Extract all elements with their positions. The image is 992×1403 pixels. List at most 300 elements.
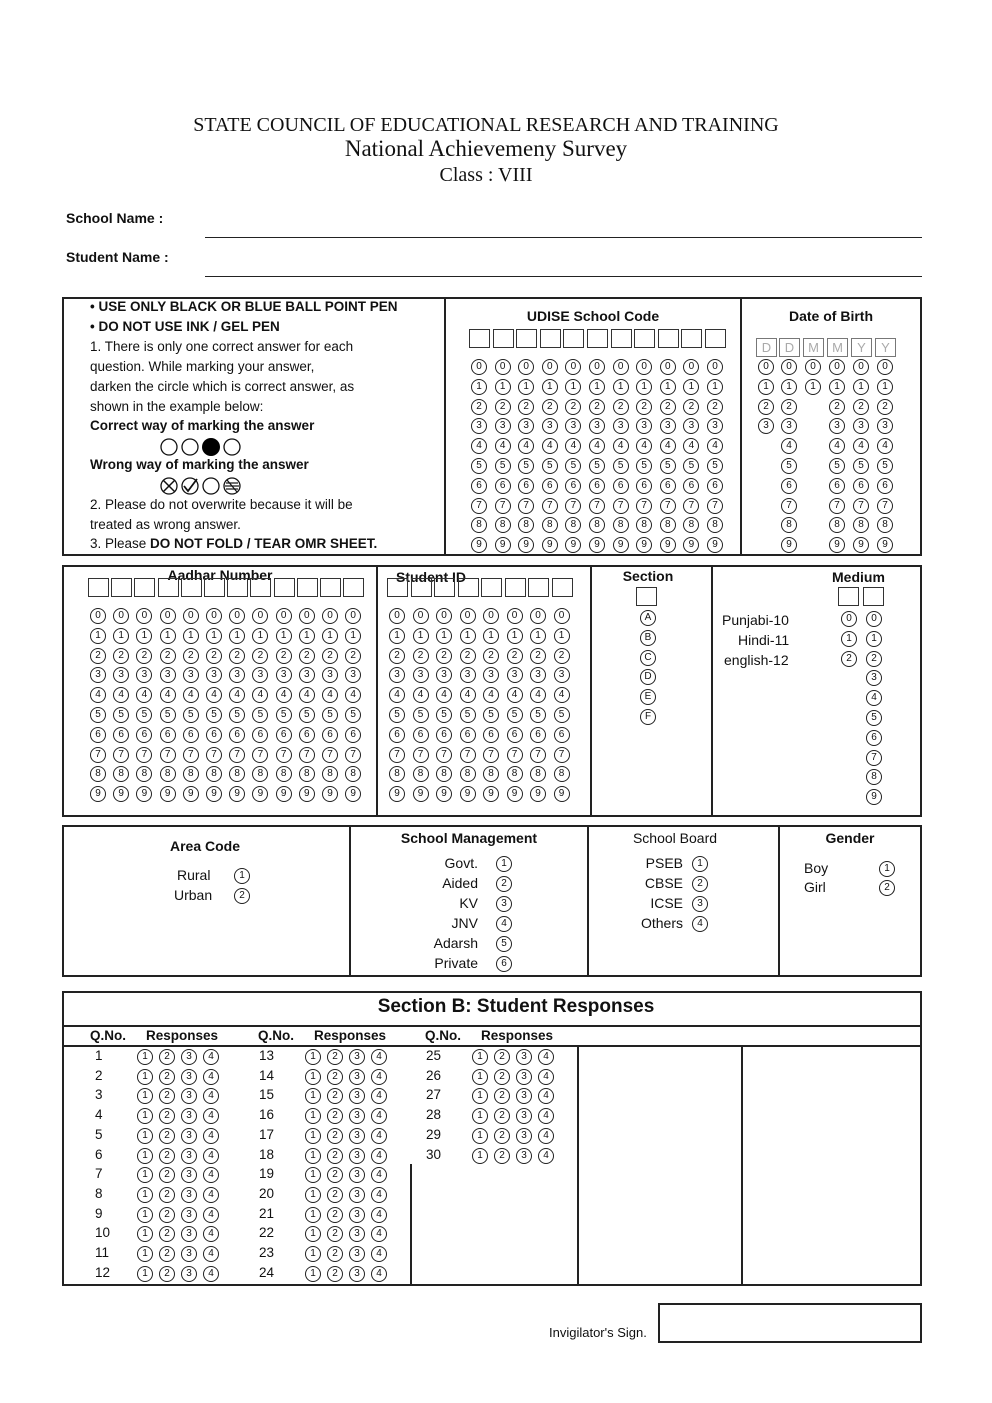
udise-bubble[interactable]: 2 — [495, 399, 511, 415]
dob-bubble[interactable]: 2 — [829, 399, 845, 415]
aadhar-bubble[interactable]: 3 — [160, 667, 176, 683]
dob-bubble[interactable]: 8 — [781, 517, 797, 533]
udise-bubble[interactable]: 4 — [660, 438, 676, 454]
response-bubble-q27[interactable]: 2 — [494, 1088, 510, 1104]
aadhar-entry-box[interactable] — [204, 578, 225, 597]
aadhar-bubble[interactable]: 8 — [206, 766, 222, 782]
student-id-bubble[interactable]: 8 — [389, 766, 405, 782]
response-bubble-q18[interactable]: 4 — [371, 1148, 387, 1164]
student-id-bubble[interactable]: 7 — [413, 747, 429, 763]
response-bubble-q12[interactable]: 1 — [137, 1266, 153, 1282]
student-id-bubble[interactable]: 6 — [436, 727, 452, 743]
invigilator-sign-field[interactable] — [658, 1303, 922, 1343]
response-bubble-q4[interactable]: 2 — [159, 1108, 175, 1124]
aadhar-bubble[interactable]: 0 — [322, 608, 338, 624]
aadhar-bubble[interactable]: 3 — [183, 667, 199, 683]
udise-bubble[interactable]: 7 — [565, 498, 581, 514]
aadhar-entry-box[interactable] — [158, 578, 179, 597]
student-id-entry-box[interactable] — [411, 578, 432, 597]
aadhar-bubble[interactable]: 8 — [345, 766, 361, 782]
dob-bubble[interactable]: 7 — [829, 498, 845, 514]
aadhar-bubble[interactable]: 8 — [113, 766, 129, 782]
udise-bubble[interactable]: 2 — [636, 399, 652, 415]
response-bubble-q21[interactable]: 1 — [305, 1207, 321, 1223]
student-id-bubble[interactable]: 7 — [389, 747, 405, 763]
udise-bubble[interactable]: 2 — [471, 399, 487, 415]
udise-bubble[interactable]: 7 — [683, 498, 699, 514]
udise-bubble[interactable]: 0 — [471, 359, 487, 375]
dob-entry-box[interactable]: M — [803, 338, 824, 357]
aadhar-bubble[interactable]: 2 — [345, 648, 361, 664]
response-bubble-q12[interactable]: 2 — [159, 1266, 175, 1282]
student-id-bubble[interactable]: 7 — [460, 747, 476, 763]
student-id-bubble[interactable]: 6 — [554, 727, 570, 743]
student-id-bubble[interactable]: 5 — [436, 707, 452, 723]
bubble-management-govt[interactable]: 1 — [496, 856, 512, 872]
udise-entry-box[interactable] — [634, 329, 655, 348]
response-bubble-q20[interactable]: 1 — [305, 1187, 321, 1203]
student-id-bubble[interactable]: 0 — [413, 608, 429, 624]
student-id-bubble[interactable]: 7 — [507, 747, 523, 763]
aadhar-bubble[interactable]: 5 — [252, 707, 268, 723]
section-bubble-A[interactable]: A — [640, 610, 656, 626]
response-bubble-q25[interactable]: 1 — [472, 1049, 488, 1065]
response-bubble-q13[interactable]: 2 — [327, 1049, 343, 1065]
aadhar-bubble[interactable]: 4 — [252, 687, 268, 703]
udise-entry-box[interactable] — [540, 329, 561, 348]
dob-bubble[interactable]: 1 — [805, 379, 821, 395]
dob-bubble[interactable]: 1 — [829, 379, 845, 395]
udise-entry-box[interactable] — [705, 329, 726, 348]
response-bubble-q30[interactable]: 2 — [494, 1148, 510, 1164]
dob-entry-box[interactable]: D — [756, 338, 777, 357]
udise-bubble[interactable]: 9 — [613, 537, 629, 553]
udise-bubble[interactable]: 8 — [542, 517, 558, 533]
response-bubble-q1[interactable]: 4 — [203, 1049, 219, 1065]
aadhar-bubble[interactable]: 6 — [276, 727, 292, 743]
aadhar-bubble[interactable]: 2 — [206, 648, 222, 664]
medium-entry-box[interactable] — [863, 587, 884, 606]
bubble-gender-girl[interactable]: 2 — [879, 880, 895, 896]
aadhar-bubble[interactable]: 6 — [113, 727, 129, 743]
response-bubble-q10[interactable]: 2 — [159, 1226, 175, 1242]
medium-bubble[interactable]: 3 — [866, 670, 882, 686]
udise-bubble[interactable]: 7 — [707, 498, 723, 514]
student-id-bubble[interactable]: 4 — [483, 687, 499, 703]
udise-bubble[interactable]: 0 — [660, 359, 676, 375]
bubble-board-icse[interactable]: 3 — [692, 896, 708, 912]
aadhar-bubble[interactable]: 0 — [299, 608, 315, 624]
aadhar-bubble[interactable]: 8 — [183, 766, 199, 782]
response-bubble-q15[interactable]: 4 — [371, 1088, 387, 1104]
udise-bubble[interactable]: 7 — [495, 498, 511, 514]
aadhar-bubble[interactable]: 7 — [183, 747, 199, 763]
udise-bubble[interactable]: 2 — [518, 399, 534, 415]
student-id-bubble[interactable]: 9 — [507, 786, 523, 802]
bubble-management-aided[interactable]: 2 — [496, 876, 512, 892]
aadhar-bubble[interactable]: 8 — [229, 766, 245, 782]
aadhar-bubble[interactable]: 7 — [252, 747, 268, 763]
udise-bubble[interactable]: 8 — [683, 517, 699, 533]
udise-bubble[interactable]: 1 — [683, 379, 699, 395]
student-id-bubble[interactable]: 3 — [436, 667, 452, 683]
udise-bubble[interactable]: 0 — [636, 359, 652, 375]
dob-bubble[interactable]: 7 — [877, 498, 893, 514]
aadhar-bubble[interactable]: 9 — [322, 786, 338, 802]
aadhar-bubble[interactable]: 3 — [276, 667, 292, 683]
medium-entry-box[interactable] — [838, 587, 859, 606]
aadhar-bubble[interactable]: 9 — [160, 786, 176, 802]
response-bubble-q2[interactable]: 3 — [181, 1069, 197, 1085]
response-bubble-q3[interactable]: 3 — [181, 1088, 197, 1104]
student-id-bubble[interactable]: 8 — [460, 766, 476, 782]
response-bubble-q14[interactable]: 2 — [327, 1069, 343, 1085]
aadhar-bubble[interactable]: 5 — [276, 707, 292, 723]
udise-bubble[interactable]: 9 — [542, 537, 558, 553]
response-bubble-q21[interactable]: 2 — [327, 1207, 343, 1223]
dob-bubble[interactable]: 1 — [758, 379, 774, 395]
response-bubble-q25[interactable]: 2 — [494, 1049, 510, 1065]
student-id-entry-box[interactable] — [528, 578, 549, 597]
student-id-bubble[interactable]: 4 — [530, 687, 546, 703]
section-bubble-D[interactable]: D — [640, 669, 656, 685]
udise-bubble[interactable]: 7 — [589, 498, 605, 514]
dob-bubble[interactable]: 9 — [877, 537, 893, 553]
response-bubble-q10[interactable]: 3 — [181, 1226, 197, 1242]
student-id-bubble[interactable]: 0 — [530, 608, 546, 624]
response-bubble-q18[interactable]: 1 — [305, 1148, 321, 1164]
aadhar-bubble[interactable]: 0 — [183, 608, 199, 624]
response-bubble-q17[interactable]: 1 — [305, 1128, 321, 1144]
aadhar-bubble[interactable]: 4 — [136, 687, 152, 703]
udise-bubble[interactable]: 3 — [495, 418, 511, 434]
aadhar-bubble[interactable]: 1 — [345, 628, 361, 644]
dob-bubble[interactable]: 5 — [781, 458, 797, 474]
aadhar-bubble[interactable]: 9 — [276, 786, 292, 802]
udise-entry-box[interactable] — [516, 329, 537, 348]
response-bubble-q2[interactable]: 2 — [159, 1069, 175, 1085]
response-bubble-q20[interactable]: 2 — [327, 1187, 343, 1203]
response-bubble-q12[interactable]: 3 — [181, 1266, 197, 1282]
aadhar-bubble[interactable]: 8 — [322, 766, 338, 782]
udise-bubble[interactable]: 1 — [660, 379, 676, 395]
student-id-bubble[interactable]: 5 — [460, 707, 476, 723]
response-bubble-q14[interactable]: 3 — [349, 1069, 365, 1085]
aadhar-bubble[interactable]: 6 — [90, 727, 106, 743]
dob-bubble[interactable]: 9 — [829, 537, 845, 553]
aadhar-bubble[interactable]: 9 — [252, 786, 268, 802]
student-id-bubble[interactable]: 9 — [530, 786, 546, 802]
udise-bubble[interactable]: 9 — [636, 537, 652, 553]
student-name-field[interactable] — [205, 276, 922, 277]
aadhar-bubble[interactable]: 5 — [206, 707, 222, 723]
udise-bubble[interactable]: 3 — [565, 418, 581, 434]
student-id-bubble[interactable]: 0 — [389, 608, 405, 624]
udise-bubble[interactable]: 8 — [518, 517, 534, 533]
udise-bubble[interactable]: 5 — [518, 458, 534, 474]
aadhar-bubble[interactable]: 6 — [345, 727, 361, 743]
student-id-bubble[interactable]: 6 — [460, 727, 476, 743]
bubble-gender-boy[interactable]: 1 — [879, 861, 895, 877]
udise-bubble[interactable]: 7 — [636, 498, 652, 514]
medium-bubble[interactable]: 1 — [866, 631, 882, 647]
medium-bubble[interactable]: 4 — [866, 690, 882, 706]
aadhar-bubble[interactable]: 1 — [90, 628, 106, 644]
dob-bubble[interactable]: 0 — [853, 359, 869, 375]
response-bubble-q1[interactable]: 1 — [137, 1049, 153, 1065]
response-bubble-q20[interactable]: 3 — [349, 1187, 365, 1203]
response-bubble-q16[interactable]: 4 — [371, 1108, 387, 1124]
student-id-bubble[interactable]: 2 — [460, 648, 476, 664]
udise-bubble[interactable]: 0 — [495, 359, 511, 375]
aadhar-bubble[interactable]: 7 — [345, 747, 361, 763]
aadhar-entry-box[interactable] — [88, 578, 109, 597]
response-bubble-q14[interactable]: 4 — [371, 1069, 387, 1085]
udise-bubble[interactable]: 3 — [660, 418, 676, 434]
response-bubble-q27[interactable]: 4 — [538, 1088, 554, 1104]
aadhar-bubble[interactable]: 4 — [113, 687, 129, 703]
aadhar-bubble[interactable]: 7 — [160, 747, 176, 763]
response-bubble-q22[interactable]: 1 — [305, 1226, 321, 1242]
response-bubble-q30[interactable]: 1 — [472, 1148, 488, 1164]
aadhar-bubble[interactable]: 0 — [160, 608, 176, 624]
student-id-bubble[interactable]: 8 — [554, 766, 570, 782]
udise-bubble[interactable]: 5 — [565, 458, 581, 474]
response-bubble-q25[interactable]: 3 — [516, 1049, 532, 1065]
aadhar-bubble[interactable]: 2 — [252, 648, 268, 664]
udise-bubble[interactable]: 0 — [565, 359, 581, 375]
dob-bubble[interactable]: 3 — [781, 418, 797, 434]
aadhar-bubble[interactable]: 3 — [206, 667, 222, 683]
udise-entry-box[interactable] — [681, 329, 702, 348]
student-id-bubble[interactable]: 1 — [413, 628, 429, 644]
response-bubble-q6[interactable]: 1 — [137, 1148, 153, 1164]
student-id-bubble[interactable]: 2 — [530, 648, 546, 664]
aadhar-bubble[interactable]: 6 — [183, 727, 199, 743]
student-id-bubble[interactable]: 0 — [460, 608, 476, 624]
udise-bubble[interactable]: 2 — [565, 399, 581, 415]
aadhar-bubble[interactable]: 1 — [160, 628, 176, 644]
response-bubble-q15[interactable]: 3 — [349, 1088, 365, 1104]
student-id-bubble[interactable]: 2 — [389, 648, 405, 664]
udise-bubble[interactable]: 9 — [707, 537, 723, 553]
aadhar-bubble[interactable]: 2 — [229, 648, 245, 664]
aadhar-bubble[interactable]: 3 — [136, 667, 152, 683]
udise-bubble[interactable]: 3 — [542, 418, 558, 434]
dob-bubble[interactable]: 7 — [853, 498, 869, 514]
aadhar-bubble[interactable]: 6 — [252, 727, 268, 743]
response-bubble-q4[interactable]: 1 — [137, 1108, 153, 1124]
response-bubble-q23[interactable]: 2 — [327, 1246, 343, 1262]
response-bubble-q26[interactable]: 2 — [494, 1069, 510, 1085]
response-bubble-q15[interactable]: 2 — [327, 1088, 343, 1104]
udise-bubble[interactable]: 1 — [518, 379, 534, 395]
aadhar-bubble[interactable]: 2 — [322, 648, 338, 664]
dob-bubble[interactable]: 3 — [877, 418, 893, 434]
student-id-entry-box[interactable] — [434, 578, 455, 597]
response-bubble-q18[interactable]: 2 — [327, 1148, 343, 1164]
aadhar-bubble[interactable]: 9 — [345, 786, 361, 802]
student-id-entry-box[interactable] — [387, 578, 408, 597]
response-bubble-q17[interactable]: 3 — [349, 1128, 365, 1144]
aadhar-bubble[interactable]: 2 — [90, 648, 106, 664]
response-bubble-q17[interactable]: 4 — [371, 1128, 387, 1144]
student-id-bubble[interactable]: 9 — [460, 786, 476, 802]
student-id-bubble[interactable]: 9 — [554, 786, 570, 802]
student-id-bubble[interactable]: 9 — [413, 786, 429, 802]
dob-bubble[interactable]: 1 — [877, 379, 893, 395]
response-bubble-q20[interactable]: 4 — [371, 1187, 387, 1203]
response-bubble-q2[interactable]: 4 — [203, 1069, 219, 1085]
response-bubble-q13[interactable]: 1 — [305, 1049, 321, 1065]
dob-bubble[interactable]: 6 — [853, 478, 869, 494]
udise-bubble[interactable]: 2 — [589, 399, 605, 415]
response-bubble-q7[interactable]: 2 — [159, 1167, 175, 1183]
udise-bubble[interactable]: 3 — [636, 418, 652, 434]
dob-bubble[interactable]: 6 — [877, 478, 893, 494]
aadhar-bubble[interactable]: 6 — [160, 727, 176, 743]
udise-bubble[interactable]: 7 — [518, 498, 534, 514]
udise-bubble[interactable]: 1 — [636, 379, 652, 395]
udise-bubble[interactable]: 8 — [707, 517, 723, 533]
response-bubble-q24[interactable]: 1 — [305, 1266, 321, 1282]
student-id-bubble[interactable]: 4 — [389, 687, 405, 703]
udise-bubble[interactable]: 6 — [471, 478, 487, 494]
student-id-bubble[interactable]: 3 — [530, 667, 546, 683]
response-bubble-q22[interactable]: 2 — [327, 1226, 343, 1242]
response-bubble-q28[interactable]: 4 — [538, 1108, 554, 1124]
dob-bubble[interactable]: 5 — [877, 458, 893, 474]
udise-bubble[interactable]: 8 — [636, 517, 652, 533]
aadhar-bubble[interactable]: 0 — [345, 608, 361, 624]
dob-bubble[interactable]: 5 — [829, 458, 845, 474]
udise-bubble[interactable]: 3 — [683, 418, 699, 434]
udise-bubble[interactable]: 6 — [495, 478, 511, 494]
udise-bubble[interactable]: 8 — [660, 517, 676, 533]
student-id-bubble[interactable]: 1 — [436, 628, 452, 644]
response-bubble-q27[interactable]: 1 — [472, 1088, 488, 1104]
aadhar-bubble[interactable]: 7 — [322, 747, 338, 763]
section-bubble-F[interactable]: F — [640, 709, 656, 725]
udise-bubble[interactable]: 8 — [495, 517, 511, 533]
response-bubble-q19[interactable]: 2 — [327, 1167, 343, 1183]
response-bubble-q23[interactable]: 3 — [349, 1246, 365, 1262]
student-id-bubble[interactable]: 4 — [460, 687, 476, 703]
student-id-bubble[interactable]: 1 — [507, 628, 523, 644]
aadhar-bubble[interactable]: 1 — [136, 628, 152, 644]
udise-bubble[interactable]: 4 — [636, 438, 652, 454]
response-bubble-q5[interactable]: 3 — [181, 1128, 197, 1144]
bubble-board-cbse[interactable]: 2 — [692, 876, 708, 892]
udise-bubble[interactable]: 1 — [495, 379, 511, 395]
aadhar-bubble[interactable]: 1 — [113, 628, 129, 644]
response-bubble-q15[interactable]: 1 — [305, 1088, 321, 1104]
response-bubble-q1[interactable]: 2 — [159, 1049, 175, 1065]
dob-bubble[interactable]: 2 — [877, 399, 893, 415]
student-id-bubble[interactable]: 9 — [436, 786, 452, 802]
student-id-bubble[interactable]: 5 — [530, 707, 546, 723]
bubble-management-jnv[interactable]: 4 — [496, 916, 512, 932]
student-id-bubble[interactable]: 3 — [507, 667, 523, 683]
dob-entry-box[interactable]: Y — [875, 338, 896, 357]
student-id-bubble[interactable]: 0 — [554, 608, 570, 624]
aadhar-bubble[interactable]: 3 — [345, 667, 361, 683]
student-id-bubble[interactable]: 6 — [413, 727, 429, 743]
medium-bubble[interactable]: 9 — [866, 789, 882, 805]
response-bubble-q4[interactable]: 4 — [203, 1108, 219, 1124]
response-bubble-q6[interactable]: 3 — [181, 1148, 197, 1164]
aadhar-bubble[interactable]: 8 — [90, 766, 106, 782]
udise-bubble[interactable]: 5 — [636, 458, 652, 474]
student-id-bubble[interactable]: 5 — [507, 707, 523, 723]
udise-entry-box[interactable] — [611, 329, 632, 348]
response-bubble-q28[interactable]: 2 — [494, 1108, 510, 1124]
response-bubble-q16[interactable]: 2 — [327, 1108, 343, 1124]
aadhar-bubble[interactable]: 4 — [299, 687, 315, 703]
student-id-bubble[interactable]: 2 — [413, 648, 429, 664]
aadhar-bubble[interactable]: 2 — [183, 648, 199, 664]
medium-bubble[interactable]: 5 — [866, 710, 882, 726]
student-id-bubble[interactable]: 5 — [483, 707, 499, 723]
dob-bubble[interactable]: 9 — [853, 537, 869, 553]
medium-bubble[interactable]: 8 — [866, 769, 882, 785]
aadhar-bubble[interactable]: 0 — [113, 608, 129, 624]
aadhar-bubble[interactable]: 8 — [299, 766, 315, 782]
aadhar-bubble[interactable]: 1 — [299, 628, 315, 644]
udise-bubble[interactable]: 9 — [495, 537, 511, 553]
aadhar-bubble[interactable]: 0 — [206, 608, 222, 624]
student-id-bubble[interactable]: 5 — [554, 707, 570, 723]
aadhar-bubble[interactable]: 7 — [113, 747, 129, 763]
response-bubble-q26[interactable]: 4 — [538, 1069, 554, 1085]
bubble-board-pseb[interactable]: 1 — [692, 856, 708, 872]
aadhar-bubble[interactable]: 4 — [276, 687, 292, 703]
response-bubble-q29[interactable]: 3 — [516, 1128, 532, 1144]
aadhar-bubble[interactable]: 3 — [322, 667, 338, 683]
aadhar-bubble[interactable]: 4 — [183, 687, 199, 703]
aadhar-bubble[interactable]: 8 — [252, 766, 268, 782]
udise-entry-box[interactable] — [469, 329, 490, 348]
aadhar-bubble[interactable]: 7 — [206, 747, 222, 763]
udise-bubble[interactable]: 4 — [589, 438, 605, 454]
udise-bubble[interactable]: 0 — [683, 359, 699, 375]
response-bubble-q9[interactable]: 4 — [203, 1207, 219, 1223]
student-id-bubble[interactable]: 2 — [507, 648, 523, 664]
student-id-bubble[interactable]: 0 — [436, 608, 452, 624]
medium-bubble[interactable]: 2 — [866, 651, 882, 667]
udise-bubble[interactable]: 8 — [589, 517, 605, 533]
aadhar-bubble[interactable]: 8 — [160, 766, 176, 782]
aadhar-bubble[interactable]: 0 — [90, 608, 106, 624]
student-id-bubble[interactable]: 3 — [483, 667, 499, 683]
student-id-bubble[interactable]: 6 — [483, 727, 499, 743]
response-bubble-q16[interactable]: 3 — [349, 1108, 365, 1124]
response-bubble-q11[interactable]: 1 — [137, 1246, 153, 1262]
response-bubble-q16[interactable]: 1 — [305, 1108, 321, 1124]
udise-bubble[interactable]: 1 — [565, 379, 581, 395]
aadhar-bubble[interactable]: 5 — [229, 707, 245, 723]
response-bubble-q27[interactable]: 3 — [516, 1088, 532, 1104]
aadhar-bubble[interactable]: 6 — [299, 727, 315, 743]
udise-bubble[interactable]: 1 — [613, 379, 629, 395]
response-bubble-q7[interactable]: 1 — [137, 1167, 153, 1183]
response-bubble-q11[interactable]: 3 — [181, 1246, 197, 1262]
medium-bubble[interactable]: 0 — [841, 611, 857, 627]
response-bubble-q21[interactable]: 4 — [371, 1207, 387, 1223]
response-bubble-q26[interactable]: 3 — [516, 1069, 532, 1085]
aadhar-bubble[interactable]: 7 — [299, 747, 315, 763]
dob-bubble[interactable]: 3 — [853, 418, 869, 434]
